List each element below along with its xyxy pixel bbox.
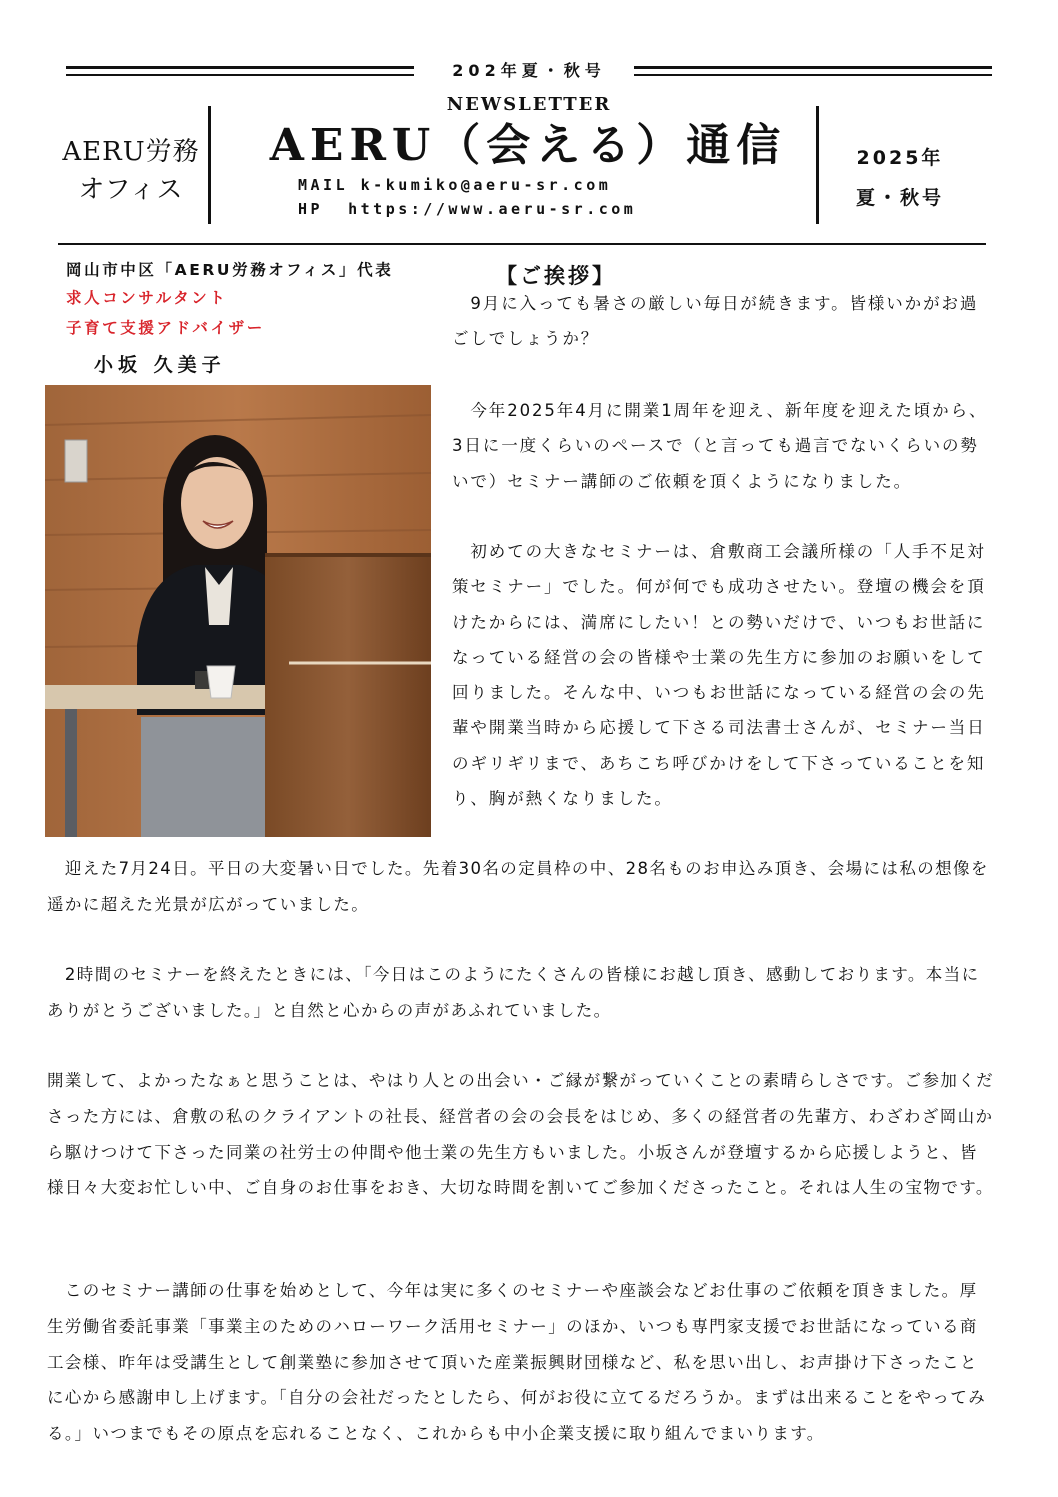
body-paragraph-3: 開業して、よかったなぁと思うことは、やはり人との出会い・ご縁が繋がっていくことの素晴らしさです。ご参加くださった方には、倉敷の私のクライアントの社長、経営者の会の会長をはじめ、多くの経営者の先輩方、わざわざ岡山から駆けつけて下さった同業の社労士の仲間や他士業の先生方もいました。小坂さんが登壇するから応援しようと、皆様日々大変お忙しい中、ご自身のお仕事をおき、大切な時間を割いてご参加くださったこと。それは人生の宝物です。 bbox=[47, 1071, 995, 1198]
issue-season: 夏・秋号 bbox=[855, 187, 944, 209]
issue-label-top: 202年夏・秋号 bbox=[452, 61, 606, 80]
greeting-paragraph-3: 初めての大きなセミナーは、倉敷商工会議所様の「人手不足対策セミナー」でした。何が何でも成功させたい。登壇の機会を頂けたからには、満席にしたい！との勢いだけで、いつもお世話になっている経営の会の皆様や士業の先生方に参加のお願いをして回りました。そんな中、いつもお世話になっている経営の会の先輩や開業当時から応援して下さる司法書士さんが、セミナー当日のギリギリまで、あちこち呼びかけをして下さっていることを知り、胸が熱くなりました。 bbox=[452, 542, 986, 809]
greeting-paragraph-1: 9月に入っても暑さの厳しい毎日が続きます。皆様いかがお過ごしでしょうか？ bbox=[452, 294, 979, 349]
author-name: 小坂 久美子 bbox=[94, 354, 226, 376]
body-paragraph-2: 2時間のセミナーを終えたときには、「今日はこのようにたくさんの皆様にお越し頂き、感動しております。本当にありがとうございました。」と自然と心からの声があふれていました。 bbox=[47, 965, 980, 1020]
contact-website[interactable]: HP https://www.aeru-sr.com bbox=[298, 200, 637, 218]
body-paragraph-1: 迎えた7月24日。平日の大変暑い日でした。先着30名の定員枠の中、28名ものお申込み頂き、会場には私の想像を遥かに超えた光景が広がっていました。 bbox=[47, 859, 989, 914]
divider-left bbox=[208, 106, 211, 224]
body-paragraph-4: このセミナー講師の仕事を始めとして、今年は実に多くのセミナーや座談会などお仕事のご依頼を頂きました。厚生労働省委託事業「事業主のためのハローワーク活用セミナー」のほか、いつも専門家支援でお世話になっている商工会様、昨年は受講生として創業塾に参加させて頂いた産業振興財団様など、私を思い出し、お声掛け下さったことに心から感謝申し上げます。「自分の会社だったとしたら、何がお役に立てるだろうか。まずは出来ることをやってみる。」いつまでもその原点を忘れることなく、これからも中小企業支援に取り組んでまいります。 bbox=[47, 1281, 987, 1444]
greeting-heading: 【ご挨拶】 bbox=[496, 264, 616, 288]
header-divider bbox=[58, 243, 986, 245]
issue-year: 2025年 bbox=[856, 147, 944, 169]
greeting-paragraph-2: 今年2025年4月に開業1周年を迎え、新年度を迎えた頃から、3日に一度くらいのペースで（と言っても過言でないくらいの勢いで）セミナー講師のご依頼を頂くようになりました。 bbox=[452, 401, 988, 491]
page-title: AERU（会える）通信 bbox=[269, 120, 787, 171]
contact-mail[interactable]: MAIL k-kumiko@aeru-sr.com bbox=[298, 176, 612, 194]
office-name: AERU労務 オフィス bbox=[62, 137, 200, 205]
author-role-recruit: 求人コンサルタント bbox=[66, 289, 228, 307]
author-role-childcare: 子育て支援アドバイザー bbox=[66, 319, 265, 337]
author-affiliation: 岡山市中区「AERU労務オフィス」代表 bbox=[66, 261, 394, 279]
newsletter-label: NEWSLETTER bbox=[446, 94, 612, 115]
author-photo bbox=[45, 385, 431, 837]
issue-badge bbox=[840, 138, 960, 218]
top-rule-left bbox=[66, 66, 414, 78]
top-rule-right bbox=[634, 66, 992, 78]
